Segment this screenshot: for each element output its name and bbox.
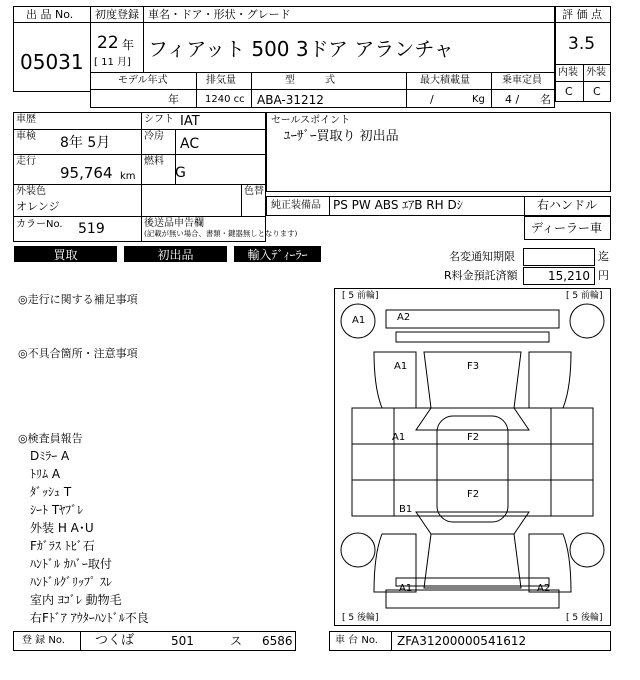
- driving-remarks-label: ◎走行に関する補足事項: [18, 293, 138, 306]
- tire-front-left: [ 5 前輪]: [342, 291, 379, 301]
- exterior-grade: C: [593, 85, 601, 98]
- inspection: 8年 5月: [60, 135, 111, 151]
- inspector-items: [30, 447, 280, 627]
- inspector-item: 外装 H A･U: [30, 521, 94, 535]
- mileage: 95,764: [60, 164, 113, 182]
- fuel-label: 燃料: [144, 156, 164, 167]
- inspector-item: ﾊﾝﾄﾞﾙ ｶﾊﾞｰ取付: [30, 557, 112, 571]
- color: オレンジ: [16, 200, 60, 213]
- first-registration-label: 初度登録: [95, 8, 139, 21]
- max-load: /: [430, 93, 434, 106]
- handle-side: 右ハンドル: [537, 198, 598, 212]
- recycle-unit: 円: [598, 269, 609, 282]
- tag-import-dealer: 輸入ﾃﾞｨｰﾗｰ: [234, 246, 321, 262]
- inspector-item: ﾄﾘﾑ A: [30, 467, 61, 481]
- post-declare-label: 後送品申告欄: [144, 218, 204, 229]
- chassis-number: ZFA31200000541612: [397, 634, 527, 648]
- inspector-item: Fｶﾞﾗｽ ﾄﾋﾞ石: [30, 539, 95, 553]
- inspector-item: Dﾐﾗｰ A: [30, 449, 70, 463]
- damage-front-wheel: A1: [352, 315, 366, 326]
- displacement: 1240 cc: [205, 94, 245, 105]
- capacity: 4 /: [505, 93, 520, 106]
- history-label: 車歴: [16, 114, 36, 125]
- registration-kana: ス: [230, 634, 243, 648]
- car-name: フィアット 500 3ドア アランチャ: [148, 37, 454, 61]
- registration-year: 22: [97, 33, 119, 53]
- model-code: ABA-31212: [257, 93, 324, 107]
- damage-rear-bumper-right: A2: [537, 583, 551, 594]
- color-label: 外装色: [16, 186, 46, 197]
- capacity-label: 乗車定員: [502, 75, 542, 86]
- name-change-label: 名変通知期限: [449, 250, 515, 263]
- max-load-unit: Kg: [472, 94, 485, 105]
- ac: AC: [180, 136, 200, 152]
- sales-point-label: セールスポイント: [271, 115, 351, 126]
- sales-point: ﾕｰｻﾞｰ買取り 初出品: [284, 129, 399, 144]
- damage-left-door: A1: [392, 432, 406, 443]
- damage-rear-bumper-left: A1: [399, 583, 413, 594]
- mileage-unit: km: [120, 171, 136, 182]
- shift: IAT: [180, 114, 200, 129]
- damage-left-rear: B1: [399, 504, 413, 515]
- max-load-label: 最大積載量: [420, 75, 470, 86]
- interior-label: 内装: [558, 67, 578, 78]
- equipment-label: 純正装備品: [271, 200, 321, 211]
- inspector-item: 室内 ﾖｺﾞﾚ 動物毛: [30, 593, 122, 607]
- score: 3.5: [568, 34, 596, 54]
- tire-rear-right: [ 5 後輪]: [566, 613, 603, 623]
- defects-label: ◎不具合箇所・注意事項: [18, 347, 138, 360]
- inspector-item: ﾀﾞｯｼｭ T: [30, 485, 72, 499]
- equipment: PS PW ABS ｴｱB RH Dｼ: [333, 198, 463, 212]
- tire-rear-left: [ 5 後輪]: [342, 613, 379, 623]
- color-number: 519: [78, 221, 105, 237]
- damage-trunk: F2: [467, 489, 480, 500]
- lot-number: 05031: [20, 50, 84, 74]
- inspection-label: 車検: [16, 131, 36, 142]
- shift-label: シフト: [144, 114, 174, 125]
- model-year-unit: 年: [168, 93, 179, 106]
- repaint-label: 色替: [244, 186, 264, 197]
- damage-front-bumper: A2: [397, 312, 411, 323]
- tag-buyback: 買取: [14, 246, 117, 262]
- name-change-box: [523, 248, 595, 266]
- tire-front-right: [ 5 前輪]: [566, 291, 603, 301]
- car-name-label: 車名・ドア・形状・グレード: [148, 8, 291, 21]
- score-label: 評 価 点: [562, 8, 602, 21]
- car-diagram-outline: [334, 288, 611, 626]
- inspector-item: 右Fﾄﾞｱ ｱｳﾀｰﾊﾝﾄﾞﾙ不良: [30, 611, 149, 625]
- post-declare-note: (記載が無い場合、書類・鍵器無しとなります): [144, 230, 298, 239]
- dealer: ディーラー車: [531, 221, 603, 235]
- name-change-unit: 迄: [598, 250, 609, 263]
- type-label: 型 式: [285, 75, 335, 86]
- inspector-item: ﾊﾝﾄﾞﾙｸﾞﾘｯﾌﾟ ｽﾚ: [30, 575, 112, 589]
- capacity-unit: 名: [540, 93, 551, 106]
- ac-label: 冷房: [144, 131, 164, 142]
- registration-class: 501: [171, 634, 194, 648]
- damage-hood: F3: [467, 361, 480, 372]
- exterior-label: 外装: [586, 67, 606, 78]
- recycle-label: R料金預託済額: [444, 269, 518, 282]
- registration-month: [ 11 月]: [94, 57, 131, 68]
- inspector-item: ｼｰﾄ Tﾔﾌﾞﾚ: [30, 503, 84, 517]
- inspector-report-label: ◎検査員報告: [18, 432, 83, 445]
- damage-left-front-fender: A1: [394, 361, 408, 372]
- registration-area: つくば: [95, 633, 135, 648]
- damage-roof: F2: [467, 432, 480, 443]
- chassis-label: 車 台 No.: [335, 635, 378, 646]
- model-year-label: モデル年式: [118, 75, 168, 86]
- interior-grade: C: [565, 85, 573, 98]
- lot-number-label: 出 品 No.: [26, 8, 74, 21]
- registration-label: 登 録 No.: [22, 635, 65, 646]
- color-number-label: カラーNo.: [16, 219, 63, 230]
- fuel: G: [175, 165, 186, 181]
- tag-first-listing: 初出品: [124, 246, 227, 262]
- mileage-label: 走行: [16, 156, 36, 167]
- registration-year-unit: 年: [122, 38, 135, 52]
- recycle-value: 15,210: [548, 269, 590, 283]
- displacement-label: 排気量: [206, 75, 236, 86]
- registration-number: 6586: [262, 634, 293, 648]
